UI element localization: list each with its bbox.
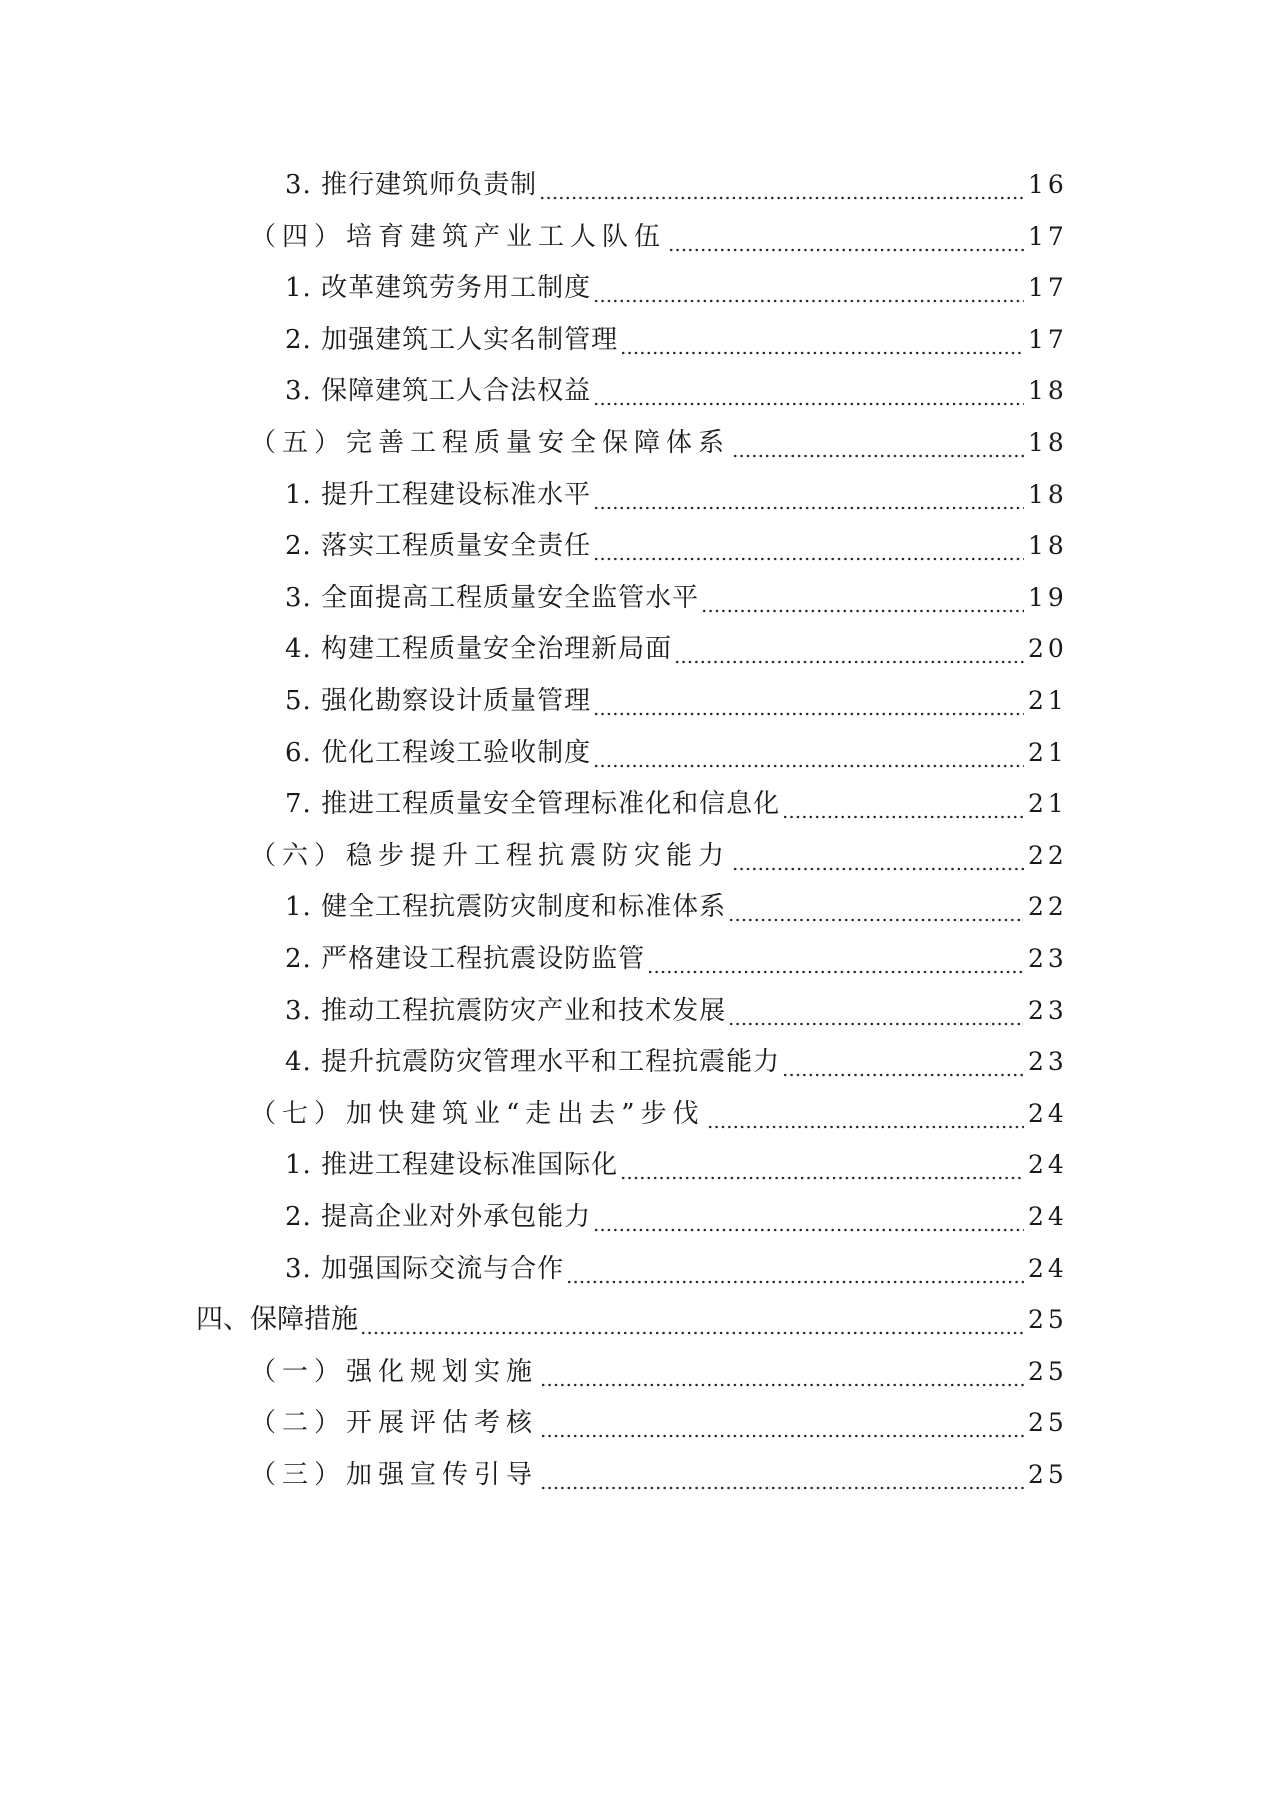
- toc-entry-page-number: 24: [1028, 1098, 1068, 1128]
- dot-leader: [593, 365, 1024, 417]
- toc-entry-title: 3. 保障建筑工人合法权益: [285, 376, 592, 407]
- toc-entry[interactable]: [0, 881, 1280, 933]
- toc-entry-page-number: 25: [1028, 1305, 1068, 1335]
- toc-entry-page-number: 20: [1028, 634, 1068, 664]
- toc-entry-page-number: 25: [1028, 1408, 1068, 1438]
- toc-entry-title: 3. 加强国际交流与合作: [285, 1253, 565, 1284]
- dot-leader: [701, 572, 1024, 624]
- dot-leader: [593, 469, 1024, 521]
- toc-entry-page-number: 24: [1028, 1150, 1068, 1180]
- toc-entry[interactable]: [0, 1036, 1280, 1088]
- toc-entry[interactable]: [0, 933, 1280, 985]
- toc-entry-title: 2. 加强建筑工人实名制管理: [285, 324, 619, 355]
- dot-leader: [593, 520, 1024, 572]
- toc-entry-page-number: 25: [1028, 1460, 1068, 1489]
- toc-entry[interactable]: [0, 314, 1280, 366]
- toc-entry-page-number: 17: [1028, 324, 1068, 354]
- dot-leader: [728, 985, 1024, 1037]
- toc-entry[interactable]: [0, 1346, 1280, 1398]
- toc-entry[interactable]: [0, 1088, 1280, 1140]
- dot-leader: [707, 1088, 1024, 1140]
- toc-entry-page-number: 24: [1028, 1253, 1068, 1283]
- toc-entry[interactable]: [0, 417, 1280, 469]
- toc-entry[interactable]: [0, 469, 1280, 521]
- toc-entry-title: （一）强化规划实施: [250, 1356, 539, 1387]
- toc-entry-title: 5. 强化勘察设计质量管理: [285, 686, 592, 716]
- toc-entry-title: （六）稳步提升工程抗震防灾能力: [250, 840, 731, 871]
- toc-entry-title: （五）完善工程质量安全保障体系: [250, 428, 731, 458]
- toc-entry-title: （七）加快建筑业“走出去”步伐: [250, 1098, 705, 1129]
- dot-leader: [668, 211, 1024, 263]
- toc-entry-title: 2. 提高企业对外承包能力: [285, 1202, 592, 1232]
- toc-entry-page-number: 25: [1028, 1356, 1068, 1386]
- toc-entry-title: （三）加强宣传引导: [250, 1460, 539, 1490]
- dot-leader: [360, 1294, 1024, 1346]
- toc-entry-page-number: 24: [1028, 1202, 1068, 1231]
- toc-entry-page-number: 23: [1028, 1047, 1068, 1077]
- toc-entry[interactable]: [0, 1191, 1280, 1243]
- toc-entry[interactable]: [0, 262, 1280, 314]
- dot-leader: [539, 159, 1024, 211]
- toc-entry[interactable]: [0, 778, 1280, 830]
- dot-leader: [540, 1449, 1024, 1501]
- toc-entry-title: 6. 优化工程竣工验收制度: [285, 737, 592, 768]
- toc-entry-page-number: 16: [1028, 170, 1068, 199]
- dot-leader: [728, 881, 1024, 933]
- toc-entry-title: 7. 推进工程质量安全管理标准化和信息化: [285, 789, 781, 820]
- toc-entry-page-number: 22: [1028, 892, 1068, 922]
- toc-entry[interactable]: [0, 1243, 1280, 1295]
- toc-entry[interactable]: [0, 675, 1280, 727]
- toc-entry-title: 3. 推行建筑师负责制: [285, 170, 538, 200]
- toc-entry-page-number: 21: [1028, 686, 1068, 715]
- toc-entry-page-number: 18: [1028, 531, 1068, 561]
- toc-entry-title: （四）培育建筑产业工人队伍: [250, 221, 667, 252]
- dot-leader: [593, 1191, 1024, 1243]
- toc-entry-title: （二）开展评估考核: [250, 1408, 539, 1439]
- toc-entry-page-number: 18: [1028, 376, 1068, 406]
- toc-entry[interactable]: [0, 1139, 1280, 1191]
- dot-leader: [593, 262, 1024, 314]
- dot-leader: [647, 933, 1024, 985]
- toc-entry-page-number: 21: [1028, 737, 1068, 767]
- toc-entry[interactable]: [0, 572, 1280, 624]
- toc-entry-title: 1. 改革建筑劳务用工制度: [285, 273, 592, 304]
- toc-entry-page-number: 17: [1028, 273, 1068, 303]
- toc-entry-title: 3. 全面提高工程质量安全监管水平: [285, 582, 700, 613]
- toc-entry-title: 1. 推进工程建设标准国际化: [285, 1150, 619, 1181]
- dot-leader: [782, 778, 1024, 830]
- toc-entry[interactable]: [0, 830, 1280, 882]
- toc-entry[interactable]: [0, 520, 1280, 572]
- toc-entry-page-number: 22: [1028, 840, 1068, 870]
- toc-entry-title: 2. 落实工程质量安全责任: [285, 531, 592, 562]
- toc-entry[interactable]: [0, 623, 1280, 675]
- dot-leader: [620, 314, 1024, 366]
- toc-entry-page-number: 23: [1028, 995, 1068, 1025]
- dot-leader: [566, 1243, 1024, 1295]
- toc-entry[interactable]: [0, 211, 1280, 263]
- toc-entry[interactable]: [0, 1294, 1280, 1346]
- dot-leader: [540, 1397, 1024, 1449]
- dot-leader: [620, 1139, 1024, 1191]
- toc-entry-title: 3. 推动工程抗震防灾产业和技术发展: [285, 995, 727, 1026]
- toc-entry-page-number: 17: [1028, 221, 1068, 251]
- dot-leader: [540, 1346, 1024, 1398]
- toc-entry-title: 四、保障措施: [196, 1304, 358, 1336]
- toc-entry-page-number: 21: [1028, 789, 1068, 819]
- toc-entry-title: 4. 提升抗震防灾管理水平和工程抗震能力: [285, 1047, 781, 1078]
- dot-leader: [593, 675, 1024, 727]
- dot-leader: [782, 1036, 1024, 1088]
- toc-entry-title: 1. 提升工程建设标准水平: [285, 479, 592, 510]
- dot-leader: [674, 623, 1024, 675]
- toc-entry-page-number: 19: [1028, 582, 1068, 612]
- toc-entry-page-number: 18: [1028, 479, 1068, 509]
- toc-entry-title: 2. 严格建设工程抗震设防监管: [285, 944, 646, 974]
- toc-entry-page-number: 23: [1028, 944, 1068, 973]
- dot-leader: [593, 727, 1024, 779]
- toc-entry-title: 4. 构建工程质量安全治理新局面: [285, 634, 673, 665]
- toc-entry[interactable]: [0, 365, 1280, 417]
- dot-leader: [732, 830, 1024, 882]
- toc-entry-title: 1. 健全工程抗震防灾制度和标准体系: [285, 892, 727, 923]
- toc-entry[interactable]: [0, 727, 1280, 779]
- toc-entry[interactable]: [0, 985, 1280, 1037]
- toc-entry-page-number: 18: [1028, 428, 1068, 457]
- toc-entry[interactable]: [0, 1449, 1280, 1501]
- toc-entry[interactable]: [0, 1397, 1280, 1449]
- toc-entry[interactable]: [0, 159, 1280, 211]
- dot-leader: [732, 417, 1024, 469]
